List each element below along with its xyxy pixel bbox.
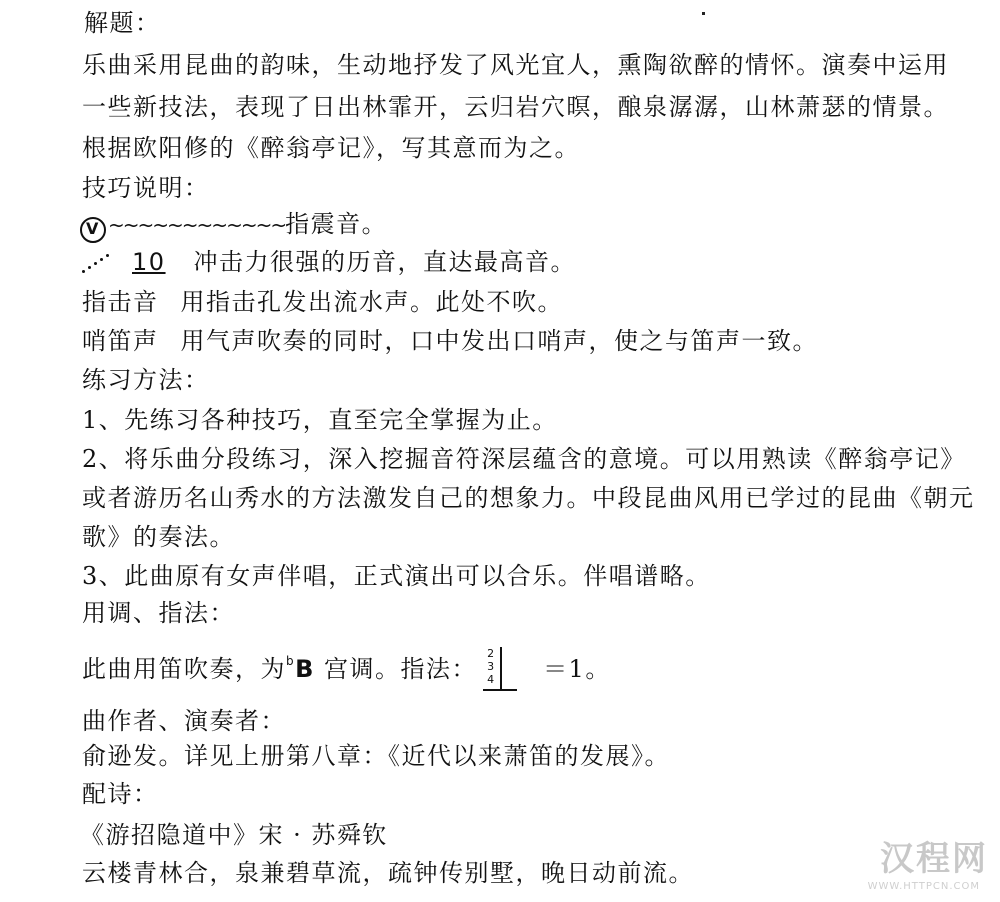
practice-item-2-line-1: 2、将乐曲分段练习，深入挖掘音符深层蕴含的意境。可以用熟读《醉翁亭记》 bbox=[82, 445, 966, 473]
watermark-url: WWW.HTTPCN.COM bbox=[867, 881, 980, 892]
practice-item-2-line-3: 歌》的奏法。 bbox=[82, 523, 235, 551]
heading-author: 曲作者、演奏者： bbox=[82, 707, 286, 735]
vibrato-wave-icon: ~~~~~~~~~~~~ bbox=[108, 213, 286, 237]
jieti-paragraph-line-3: 根据欧阳修的《醉翁亭记》，写其意而为之。 bbox=[82, 134, 580, 162]
heading-jiqiao: 技巧说明： bbox=[82, 174, 210, 202]
practice-item-3: 3、此曲原有女声伴唱，正式演出可以合乐。伴唱谱略。 bbox=[82, 562, 711, 590]
key-suffix: ＝1。 bbox=[543, 655, 611, 683]
whistle-line bbox=[82, 326, 818, 356]
jieti-paragraph-line-2: 一些新技法，表现了日出林霏开，云归岩穴暝，酿泉潺潺，山林萧瑟的情景。 bbox=[82, 93, 949, 121]
fingering-hole-3: 3 bbox=[487, 659, 496, 673]
jieti-paragraph-line-1: 乐曲采用昆曲的韵味，生动地抒发了风光宜人，熏陶欲醉的情怀。演奏中运用 bbox=[82, 51, 949, 79]
practice-item-1: 1、先练习各种技巧，直至完全掌握为止。 bbox=[82, 406, 558, 434]
heading-poem: 配诗： bbox=[82, 780, 159, 808]
finger-strike-line bbox=[82, 287, 563, 317]
key-mid: 宫调。指法： bbox=[314, 655, 478, 683]
fingering-hole-4: 4 bbox=[487, 672, 496, 686]
whistle-term: 哨笛声 bbox=[82, 327, 159, 355]
flat-sign: b bbox=[286, 654, 296, 668]
watermark-logo: 汉程网 bbox=[880, 839, 988, 879]
poem-title: 《游招隐道中》宋 · 苏舜钦 bbox=[80, 821, 388, 849]
finger-strike-description: 用指击孔发出流水声。此处不吹。 bbox=[180, 288, 563, 316]
heading-lianxi: 练习方法： bbox=[82, 366, 210, 394]
accent-description: 冲击力很强的历音，直达最高音。 bbox=[193, 248, 577, 276]
heading-jieti: 解题： bbox=[84, 9, 161, 37]
fingering-hole-2: 2 bbox=[487, 646, 496, 660]
poem-text: 云楼青林合，泉兼碧草流，疏钟传别墅，晚日动前流。 bbox=[82, 859, 694, 887]
whistle-description: 用气声吹奏的同时，口中发出口哨声，使之与笛声一致。 bbox=[180, 327, 818, 355]
vibrato-description: 指震音。 bbox=[285, 210, 388, 238]
glissando-dots-icon bbox=[80, 250, 114, 274]
practice-item-2-line-2: 或者游历名山秀水的方法激发自己的想象力。中段昆曲风用已学过的昆曲《朝元 bbox=[82, 484, 975, 512]
key-name: B bbox=[295, 655, 315, 683]
heading-yongdiao: 用调、指法： bbox=[82, 599, 235, 627]
accent-line bbox=[80, 247, 576, 277]
finger-strike-term: 指击音 bbox=[82, 288, 159, 316]
vibrato-symbol-icon: V bbox=[80, 217, 106, 243]
fingering-diagram-icon bbox=[483, 647, 519, 695]
vibrato-line bbox=[80, 209, 387, 243]
scan-speck bbox=[702, 12, 705, 15]
accent-note: 10 bbox=[132, 248, 166, 276]
key-line bbox=[82, 646, 611, 695]
key-prefix: 此曲用笛吹奏，为 bbox=[82, 655, 286, 683]
author-text: 俞逊发。详见上册第八章：《近代以来萧笛的发展》。 bbox=[82, 742, 670, 770]
